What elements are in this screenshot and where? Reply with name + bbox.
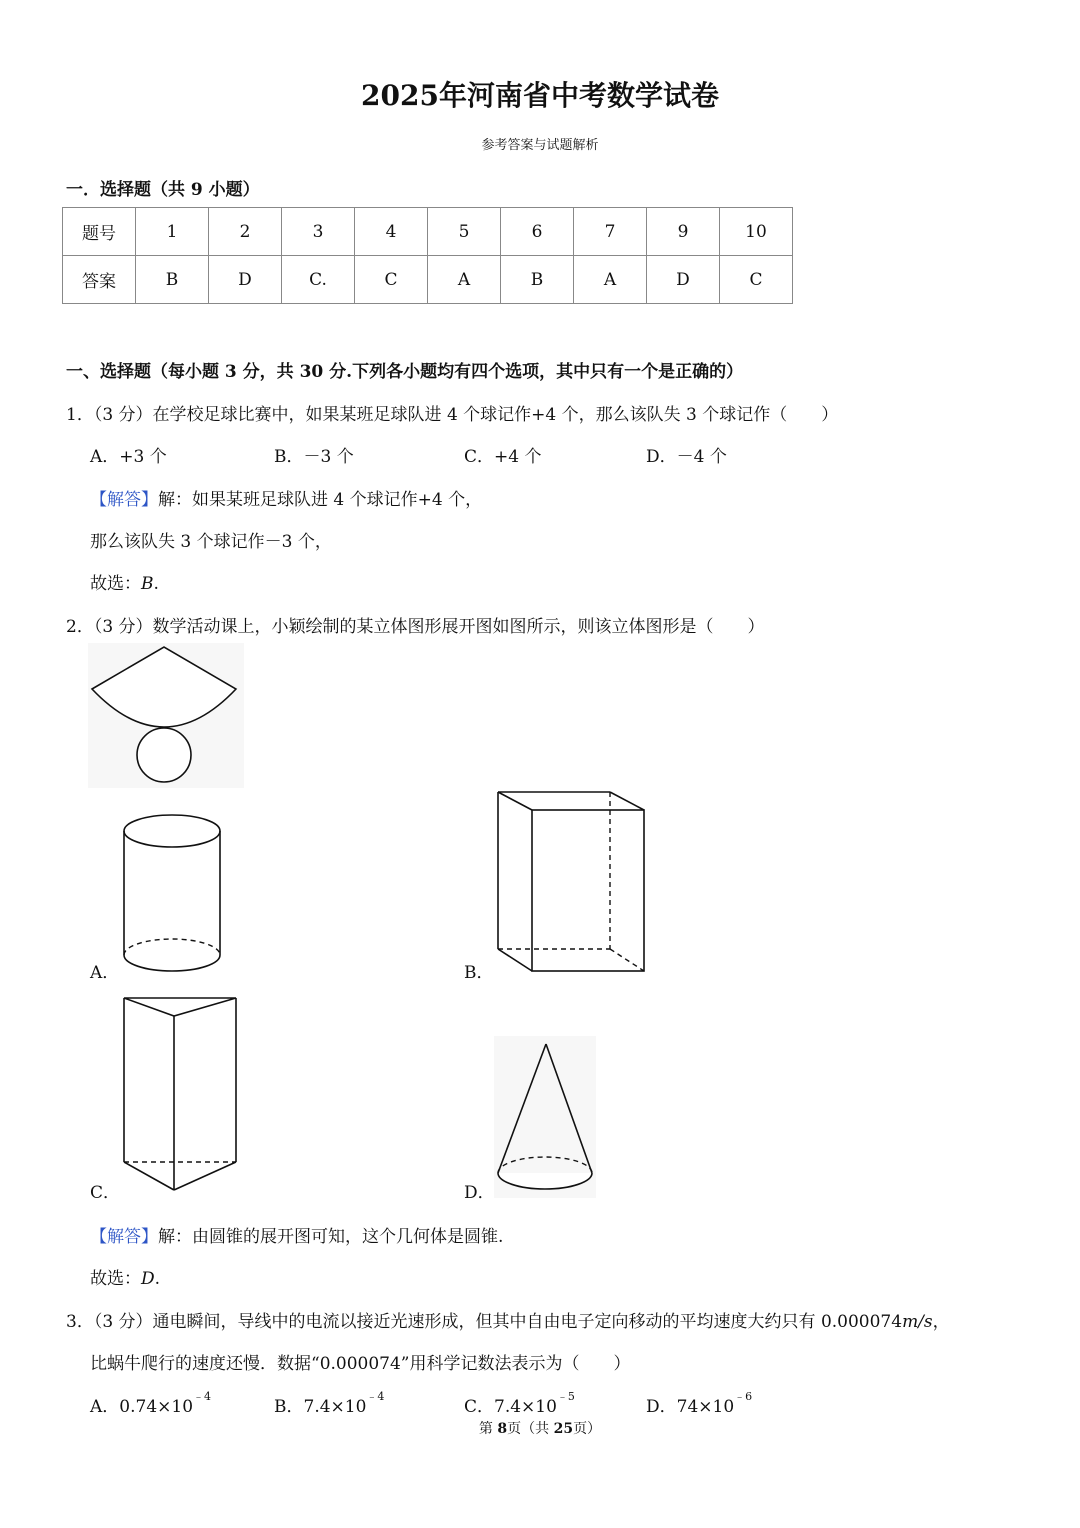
option-label: B．: [274, 1397, 304, 1417]
table-cell: 10: [720, 208, 793, 256]
table-cell: A: [574, 256, 647, 304]
q2-option-a: A．: [90, 963, 120, 983]
option-value: 0.74×10: [119, 1397, 194, 1417]
table-cell: 9: [647, 208, 720, 256]
cone-net-figure: [88, 643, 244, 788]
page-footer: [0, 1418, 1080, 1438]
option-exponent: ﹣5: [556, 1390, 575, 1403]
q3-option-d: [646, 1392, 752, 1417]
answer-text: 解：由圆锥的展开图可知，这个几何体是圆锥.: [158, 1227, 504, 1247]
q3-option-c: [464, 1392, 575, 1417]
table-cell: B: [136, 256, 209, 304]
table-cell: D: [209, 256, 282, 304]
option-exponent: ﹣4: [193, 1390, 212, 1403]
q2-option-d: D．: [464, 1183, 495, 1203]
doc-title: 2025年河南省中考数学试卷: [361, 79, 719, 112]
cone-figure: [494, 1036, 596, 1198]
table-header-cell: 答案: [63, 256, 136, 304]
table-cell: 4: [355, 208, 428, 256]
footer-text: 页）: [573, 1421, 602, 1437]
q1-option-a: A．+3 个: [90, 447, 167, 467]
total-pages: 25: [553, 1421, 574, 1437]
choice-letter: D: [141, 1269, 155, 1289]
option-label: C．: [464, 1397, 495, 1417]
q3-unit: m/s: [902, 1312, 933, 1332]
choice-prefix: 故选：: [90, 574, 141, 594]
footer-text: 页（共: [507, 1421, 554, 1437]
q3-option-b: [274, 1392, 384, 1417]
table-cell: C: [355, 256, 428, 304]
option-value: 74×10: [676, 1397, 735, 1417]
q1-answer: [90, 485, 482, 510]
table-cell: C: [720, 256, 793, 304]
base-circle-shape: [137, 728, 191, 782]
table-cell: B: [501, 256, 574, 304]
cylinder-figure: [118, 810, 228, 976]
q2-answer: [90, 1222, 503, 1247]
q3-stem: [66, 1307, 950, 1332]
q3-stem-text: 3．（3 分）通电瞬间，导线中的电流以接近光速形成，但其中自由电子定向移动的平均速度大约只有 0.000074: [66, 1312, 903, 1332]
section-1-heading: 一．选择题（共 9 小题）: [66, 180, 260, 200]
q3-stem-line2: 比蜗牛爬行的速度还慢．数据“0.000074”用科学记数法表示为（ ）: [90, 1354, 631, 1374]
q1-choice: [90, 569, 159, 594]
table-cell: 3: [282, 208, 355, 256]
q3-stem-punct: ，: [932, 1312, 950, 1332]
table-cell: 6: [501, 208, 574, 256]
choice-letter: B: [141, 574, 154, 594]
table-header-cell: 题号: [63, 208, 136, 256]
q1-option-b: B．－3 个: [274, 447, 354, 467]
table-cell: 7: [574, 208, 647, 256]
q2-choice: [90, 1264, 160, 1289]
table-row: [63, 208, 793, 256]
q3-option-a: [90, 1392, 211, 1417]
answer-tag: 【解答】: [90, 490, 158, 510]
q2-option-c: C．: [90, 1183, 121, 1203]
q1-option-c: C．+4 个: [464, 447, 542, 467]
table-cell: 5: [428, 208, 501, 256]
option-value: 7.4×10: [494, 1397, 557, 1417]
doc-subtitle: 参考答案与试题解析: [481, 138, 599, 153]
answer-tag: 【解答】: [90, 1227, 158, 1247]
triangular-prism-figure: [118, 992, 242, 1194]
table-cell: C.: [282, 256, 355, 304]
choice-suffix: .: [154, 1269, 161, 1289]
option-label: A．: [90, 1397, 120, 1417]
section-2-heading: 一、选择题（每小题 3 分，共 30 分.下列各小题均有四个选项，其中只有一个是正确的）: [66, 362, 744, 382]
option-exponent: ﹣4: [366, 1390, 385, 1403]
table-row: [63, 256, 793, 304]
q1-stem: 1．（3 分）在学校足球比赛中，如果某班足球队进 4 个球记作+4 个，那么该队失 3 个球记作（ ）: [66, 405, 839, 425]
answer-table: [62, 207, 793, 304]
q1-answer-line2: 那么该队失 3 个球记作－3 个，: [90, 532, 332, 552]
page-number: 8: [497, 1421, 508, 1437]
option-exponent: ﹣6: [734, 1390, 753, 1403]
q2-stem: 2．（3 分）数学活动课上，小颖绘制的某立体图形展开图如图所示，则该立体图形是（ ）: [66, 617, 765, 637]
choice-suffix: .: [153, 574, 159, 594]
table-cell: 1: [136, 208, 209, 256]
answer-text: 解：如果某班足球队进 4 个球记作+4 个，: [158, 490, 483, 510]
table-cell: A: [428, 256, 501, 304]
cuboid-figure: [494, 788, 650, 976]
table-cell: 2: [209, 208, 282, 256]
q2-option-b: B．: [464, 963, 494, 983]
q1-option-d: D．－4 个: [646, 447, 727, 467]
option-label: D．: [646, 1397, 677, 1417]
footer-text: 第: [478, 1421, 498, 1437]
option-value: 7.4×10: [303, 1397, 367, 1417]
choice-prefix: 故选：: [90, 1269, 141, 1289]
table-cell: D: [647, 256, 720, 304]
